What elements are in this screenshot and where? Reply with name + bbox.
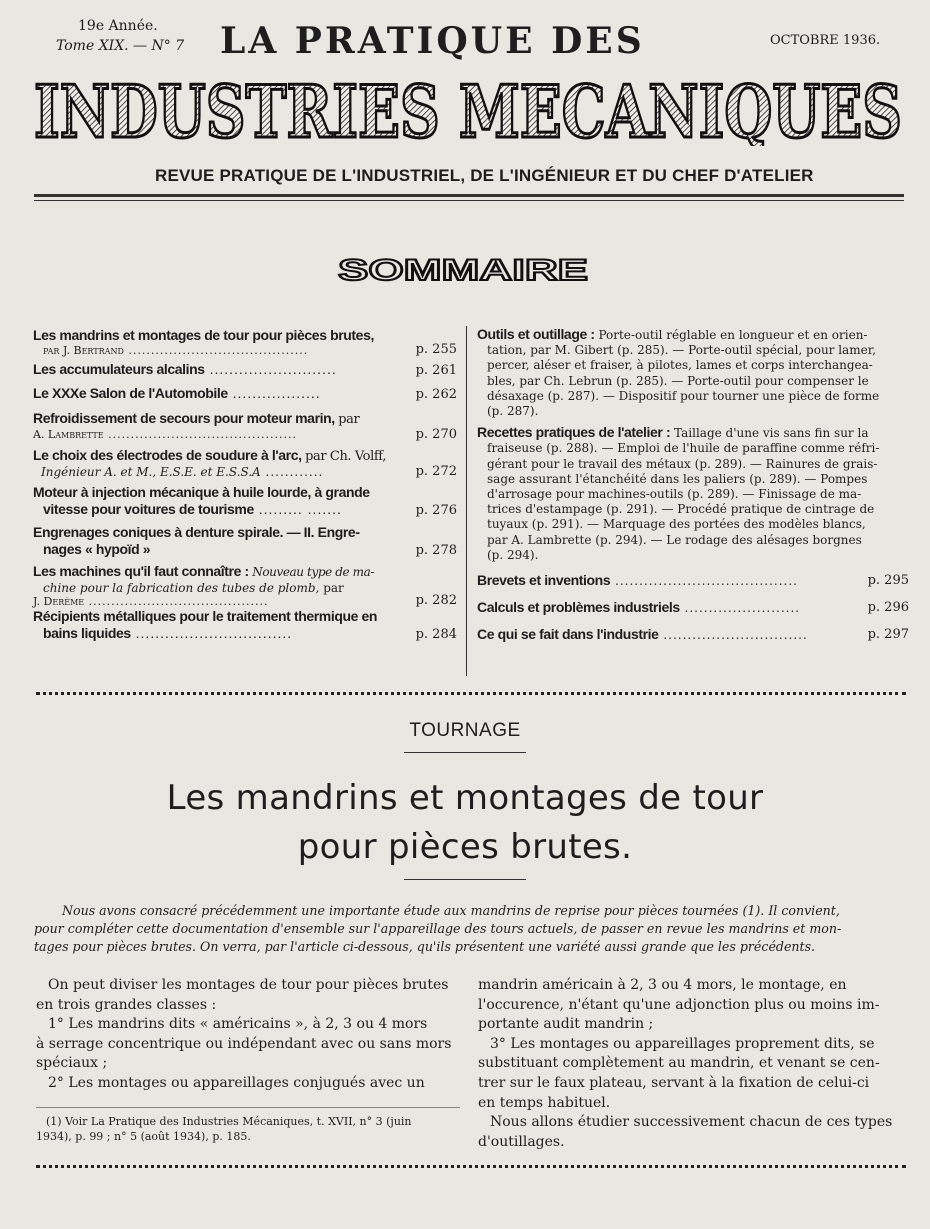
- footnote-rule: [36, 1107, 460, 1108]
- title-underline: [404, 879, 526, 880]
- dotted-rule-top: [36, 692, 906, 699]
- toc-item[interactable]: Le XXXe Salon de l'Automobile .................. p. 262: [33, 385, 457, 402]
- toc-item[interactable]: Récipients métalliques pour le traitement thermique en bains liquides ................................ p. 284: [33, 608, 457, 642]
- header-rule-2: [34, 200, 904, 201]
- svg-text:INDUSTRIES MECANIQUES: INDUSTRIES MECANIQUES: [34, 70, 903, 146]
- toc-item[interactable]: Moteur à injection mécanique à huile lourde, à grande vitesse pour voitures de tourisme ......... ....... p. 276: [33, 484, 457, 518]
- title-top: LA PRATIQUE DES: [220, 20, 645, 62]
- toc-left: [33, 327, 457, 648]
- toc-item[interactable]: Les mandrins et montages de tour pour pièces brutes, par J. Bertrand ........................................ p. 255: [33, 327, 457, 357]
- article-column-left: On peut diviser les montages de tour pour pièces brutes en trois grandes classes : 1° Les mandrins dits « américains », à 2, 3 ou 4 mors à serrage concentrique ou indépendant avec ou sans mors spéciaux ; 2° Les montages ou appareillages conjugués avec un: [36, 977, 452, 1091]
- toc-item[interactable]: Ce qui se fait dans l'industrie .............................. p. 297: [477, 626, 909, 643]
- dotted-rule-bottom: [36, 1165, 906, 1172]
- header-rule-1: [34, 194, 904, 197]
- article-column-right: mandrin américain à 2, 3 ou 4 mors, le montage, en l'occurence, n'étant qu'une adjonction plus ou moins im- portante audit mandrin ; 3° Les montages ou appareillages proprement dits, se substituant complètement au mandrin, et venant se cen- trer sur le faux plateau, servant à la fixation de celui-ci en temps habituel. Nous allons étudier successivement chacun de ces types d'outillages.: [478, 977, 893, 1150]
- toc-item[interactable]: Les accumulateurs alcalins .......................... p. 261: [33, 361, 457, 378]
- toc-item[interactable]: Le choix des électrodes de soudure à l'arc, par Ch. Volff, Ingénieur A. et M., E.S.E. et E.S.S.A ............ p. 272: [33, 447, 457, 479]
- toc-item[interactable]: Brevets et inventions ...................................... p. 295: [477, 572, 909, 589]
- article-title-line-2: pour pièces brutes.: [297, 827, 633, 867]
- tome-label: Tome XIX. — N° 7: [56, 38, 185, 54]
- sommaire-heading: [336, 252, 591, 286]
- toc-item[interactable]: Calculs et problèmes industriels ........................ p. 296: [477, 599, 909, 616]
- article-title-line-1: Les mandrins et montages de tour: [166, 778, 764, 818]
- masthead-subtitle: REVUE PRATIQUE DE L'INDUSTRIEL, DE L'INGÉNIEUR ET DU CHEF D'ATELIER: [155, 166, 814, 185]
- toc-column-divider: [466, 326, 467, 676]
- article-intro: Nous avons consacré précédemment une importante étude aux mandrins de reprise pour pièces tournées (1). Il convient, pour compléter cette documentation d'ensemble sur l'appareillage des tours actuels, de passer en revue les mandrins et mon- tages pour pièces brutes. On verra, par l'article ci-dessous, qu'ils présentent une variété aussi grande que les précédents.: [34, 903, 842, 954]
- toc-item[interactable]: Refroidissement de secours pour moteur marin, par A. Lambrette .......................................... p. 270: [33, 410, 457, 442]
- section-underline: [404, 752, 526, 753]
- year-label: 19e Année.: [78, 18, 158, 34]
- masthead-logo: [32, 70, 904, 146]
- toc-right: [477, 327, 909, 654]
- toc-recettes[interactable]: Recettes pratiques de l'atelier : Taillage d'une vis sans fin sur la fraiseuse (p. 288). — Emploi de l'huile de paraffine comme réfri- gérant pour le travail des métaux (p. 289). — Rainures de grais- sage assurant l'étanchéité dans les paliers (p. 289). — Pompes d'arrosage pour machines-outils (p. 289). — Finissage de ma- trices d'estampage (p. 291). — Procédé pratique de cintrage de tuyaux (p. 291). — Marquage des portées des modèles blancs, par A. Lambrette (p. 294). — Le rodage des alésages borgnes (p. 294).: [477, 424, 880, 562]
- toc-item[interactable]: Les machines qu'il faut connaître : Nouveau type de ma- chine pour la fabrication des tubes de plomb, par J. Derème ........................................ p. 282: [33, 563, 457, 608]
- toc-outils[interactable]: Outils et outillage : Porte-outil réglable en longueur et en orien- tation, par M. Gibert (p. 285). — Porte-outil spécial, pour lamer, percer, aléser et fraiser, à pilotes, lames et corps interchangea- bles, par Ch. Lebrun (p. 285). — Porte-outil pour compenser le désaxage (p. 287). — Dispositif pour tourner une pièce de forme (p. 287).: [477, 326, 880, 419]
- section-label: TOURNAGE: [409, 720, 521, 741]
- footnote: (1) Voir La Pratique des Industries Mécaniques, t. XVII, n° 3 (juin 1934), p. 99 ; n° 5 (août 1934), p. 185.: [36, 1115, 412, 1143]
- toc-item[interactable]: Engrenages coniques à denture spirale. — II. Engre- nages « hypoïd » p. 278: [33, 524, 457, 558]
- svg-text:SOMMAIRE: SOMMAIRE: [338, 254, 588, 286]
- issue-date: OCTOBRE 1936.: [770, 33, 881, 48]
